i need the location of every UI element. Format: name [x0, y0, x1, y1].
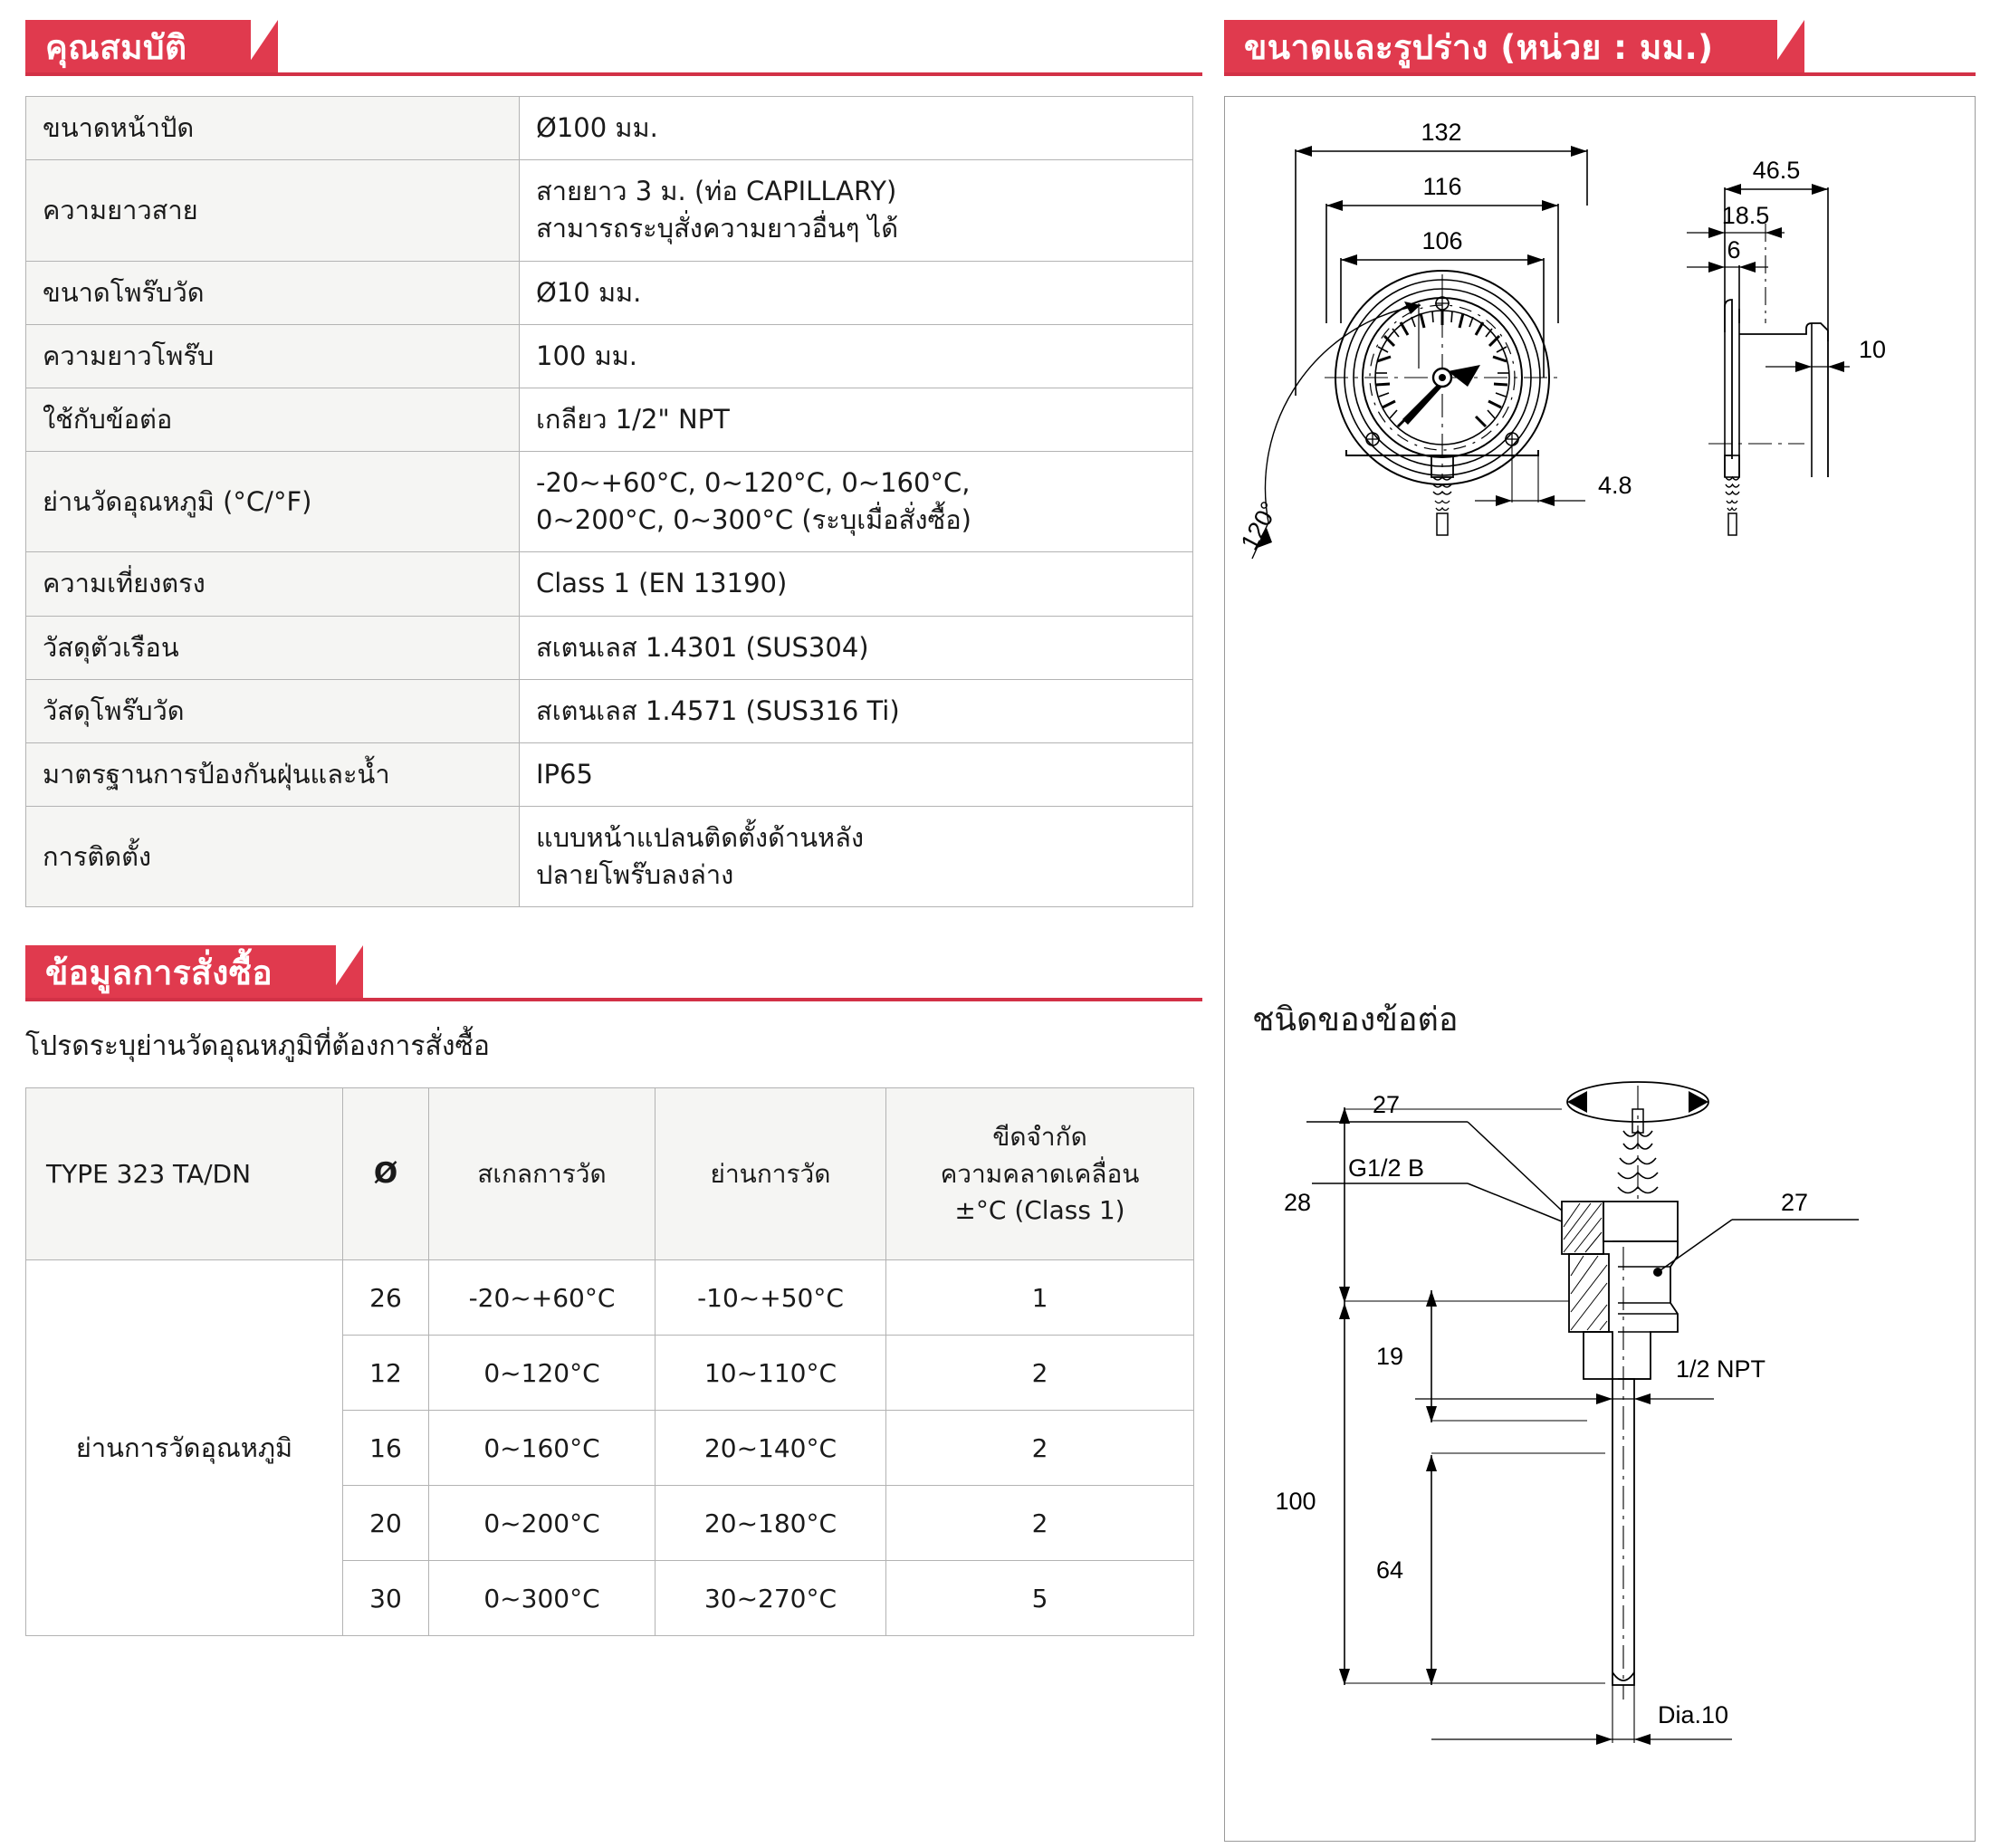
order-note: โปรดระบุย่านวัดอุณหภูมิที่ต้องการสั่งซื้อ [25, 1030, 490, 1063]
cell-diameter: 30 [343, 1561, 429, 1636]
spec-value-line: 0~200°C, 0~300°C (ระบุเมื่อสั่งซื้อ) [536, 504, 971, 536]
spec-label: การติดตั้ง [26, 807, 520, 907]
spec-value [520, 452, 1193, 552]
table-row [26, 388, 1193, 451]
cell-diameter: 20 [343, 1486, 429, 1561]
side-view [1687, 184, 1850, 535]
spec-value-line: สายยาว 3 ม. (ท่อ CAPILLARY) [536, 176, 897, 207]
ordering-table [25, 1087, 1194, 1636]
table-row [26, 679, 1193, 742]
dim-64: 64 [1375, 1556, 1404, 1584]
tolerance-line-1: ขีดจำกัด [992, 1122, 1087, 1153]
order-banner-rule [25, 998, 1202, 1001]
spec-value-line: สเตนเลส 1.4571 (SUS316 Ti) [536, 694, 900, 726]
table-row [26, 616, 1193, 679]
table-row [26, 552, 1193, 616]
spec-value-line: Ø10 มม. [536, 276, 642, 308]
table-row [26, 160, 1193, 261]
dim-half-npt: 1/2 NPT [1676, 1355, 1766, 1383]
spec-label: มาตรฐานการป้องกันฝุ่นและน้ำ [26, 742, 520, 806]
table-header-row [26, 1088, 1194, 1260]
specs-banner-label: คุณสมบัติ [25, 20, 251, 76]
right-column [1224, 20, 1976, 1842]
cell-scale: 0~300°C [429, 1561, 656, 1636]
col-header-diameter: Ø [343, 1088, 429, 1260]
spec-label: วัสดุโพร๊บวัด [26, 679, 520, 742]
connection-drawing [1225, 1066, 1976, 1808]
dim-120deg: 120° [1235, 497, 1284, 555]
table-row [26, 452, 1193, 552]
col-header-scale: สเกลการวัด [429, 1088, 656, 1260]
cell-diameter: 12 [343, 1336, 429, 1411]
cell-range: 10~110°C [656, 1336, 886, 1411]
specs-banner-wrap [25, 20, 1202, 76]
dim-hex-top-27: 27 [1372, 1091, 1401, 1118]
spec-label: ขนาดหน้าปัด [26, 97, 520, 160]
spec-value [520, 261, 1193, 324]
cell-scale: 0~160°C [429, 1411, 656, 1486]
spec-value [520, 679, 1193, 742]
cell-tolerance: 1 [886, 1260, 1194, 1336]
dim-116: 116 [1422, 173, 1462, 200]
tolerance-line-3: ±°C (Class 1) [954, 1195, 1125, 1226]
cell-scale: 0~120°C [429, 1336, 656, 1411]
drawing-frame [1224, 96, 1976, 1842]
spec-value-line: -20~+60°C, 0~120°C, 0~160°C, [536, 467, 971, 499]
cell-diameter: 16 [343, 1411, 429, 1486]
spec-value [520, 324, 1193, 388]
cell-tolerance: 2 [886, 1411, 1194, 1486]
order-row-label: ย่านการวัดอุณหภูมิ [26, 1260, 343, 1636]
table-row [26, 324, 1193, 388]
spec-value [520, 97, 1193, 160]
spec-value [520, 742, 1193, 806]
spec-label: ความเที่ยงตรง [26, 552, 520, 616]
cell-tolerance: 2 [886, 1336, 1194, 1411]
spec-value [520, 807, 1193, 907]
cell-scale: -20~+60°C [429, 1260, 656, 1336]
spec-value [520, 616, 1193, 679]
gauge-drawing [1225, 97, 1976, 640]
spec-value-line: แบบหน้าแปลนติดตั้งด้านหลัง [536, 822, 865, 854]
table-row [26, 261, 1193, 324]
dim-106: 106 [1421, 227, 1463, 254]
spec-value [520, 160, 1193, 261]
spec-value-line: สามารถระบุสั่งความยาวอื่นๆ ได้ [536, 213, 899, 244]
cell-range: 20~140°C [656, 1411, 886, 1486]
dims-banner-wrap [1224, 20, 1976, 76]
dim-18-5: 18.5 [1721, 202, 1770, 229]
dim-132: 132 [1421, 119, 1462, 146]
specs-banner-rule [25, 72, 1202, 76]
tolerance-line-2: ความคลาดเคลื่อน [940, 1158, 1140, 1189]
dim-4-8: 4.8 [1598, 472, 1632, 499]
spec-label: วัสดุตัวเรือน [26, 616, 520, 679]
cell-scale: 0~200°C [429, 1486, 656, 1561]
spec-label: ใช้กับข้อต่อ [26, 388, 520, 451]
table-row [26, 807, 1193, 907]
col-header-tolerance [886, 1088, 1194, 1260]
spec-value-line: IP65 [536, 758, 593, 790]
cell-tolerance: 5 [886, 1561, 1194, 1636]
gauge-pointer [1402, 365, 1480, 425]
spec-value [520, 552, 1193, 616]
spec-label: ย่านวัดอุณหภูมิ (°C/°F) [26, 452, 520, 552]
spec-value [520, 388, 1193, 451]
spec-label: ขนาดโพร๊บวัด [26, 261, 520, 324]
cell-range: -10~+50°C [656, 1260, 886, 1336]
specifications-table [25, 96, 1193, 907]
spec-value-line: สเตนเลส 1.4301 (SUS304) [536, 631, 869, 663]
dim-10: 10 [1859, 336, 1887, 363]
order-banner-wrap [25, 945, 1202, 1001]
cell-range: 20~180°C [656, 1486, 886, 1561]
spec-value-line: Ø100 มม. [536, 112, 658, 143]
cell-range: 30~270°C [656, 1561, 886, 1636]
table-row [26, 97, 1193, 160]
col-header-range: ย่านการวัด [656, 1088, 886, 1260]
table-row [26, 1260, 1194, 1336]
dims-banner-rule [1224, 72, 1976, 76]
spec-value-line: ปลายโพร๊บลงล่าง [536, 859, 734, 891]
dim-19: 19 [1375, 1343, 1404, 1370]
dim-probe-dia: Dia.10 [1658, 1701, 1729, 1728]
connection-type-title: ชนิดของข้อต่อ [1252, 1001, 1459, 1039]
dim-hex-lower-27: 27 [1781, 1189, 1809, 1216]
table-row [26, 742, 1193, 806]
order-banner-label: ข้อมูลการสั่งซื้อ [25, 945, 336, 1001]
dims-banner-label: ขนาดและรูปร่าง (หน่วย : มม.) [1224, 20, 1777, 76]
cell-tolerance: 2 [886, 1486, 1194, 1561]
dim-6: 6 [1727, 236, 1741, 263]
dim-thread-g12b: G1/2 B [1347, 1154, 1425, 1182]
spec-value-line: เกลียว 1/2" NPT [536, 403, 730, 435]
spec-label: ความยาวโพร๊บ [26, 324, 520, 388]
spec-label: ความยาวสาย [26, 160, 520, 261]
dim-28: 28 [1283, 1189, 1312, 1216]
spec-value-line: 100 มม. [536, 340, 638, 371]
cell-diameter: 26 [343, 1260, 429, 1336]
dim-46-5: 46.5 [1752, 157, 1801, 184]
spec-value-line: Class 1 (EN 13190) [536, 568, 788, 599]
col-header-type: TYPE 323 TA/DN [26, 1088, 343, 1260]
dim-100: 100 [1275, 1488, 1316, 1515]
left-column [25, 20, 1202, 1636]
